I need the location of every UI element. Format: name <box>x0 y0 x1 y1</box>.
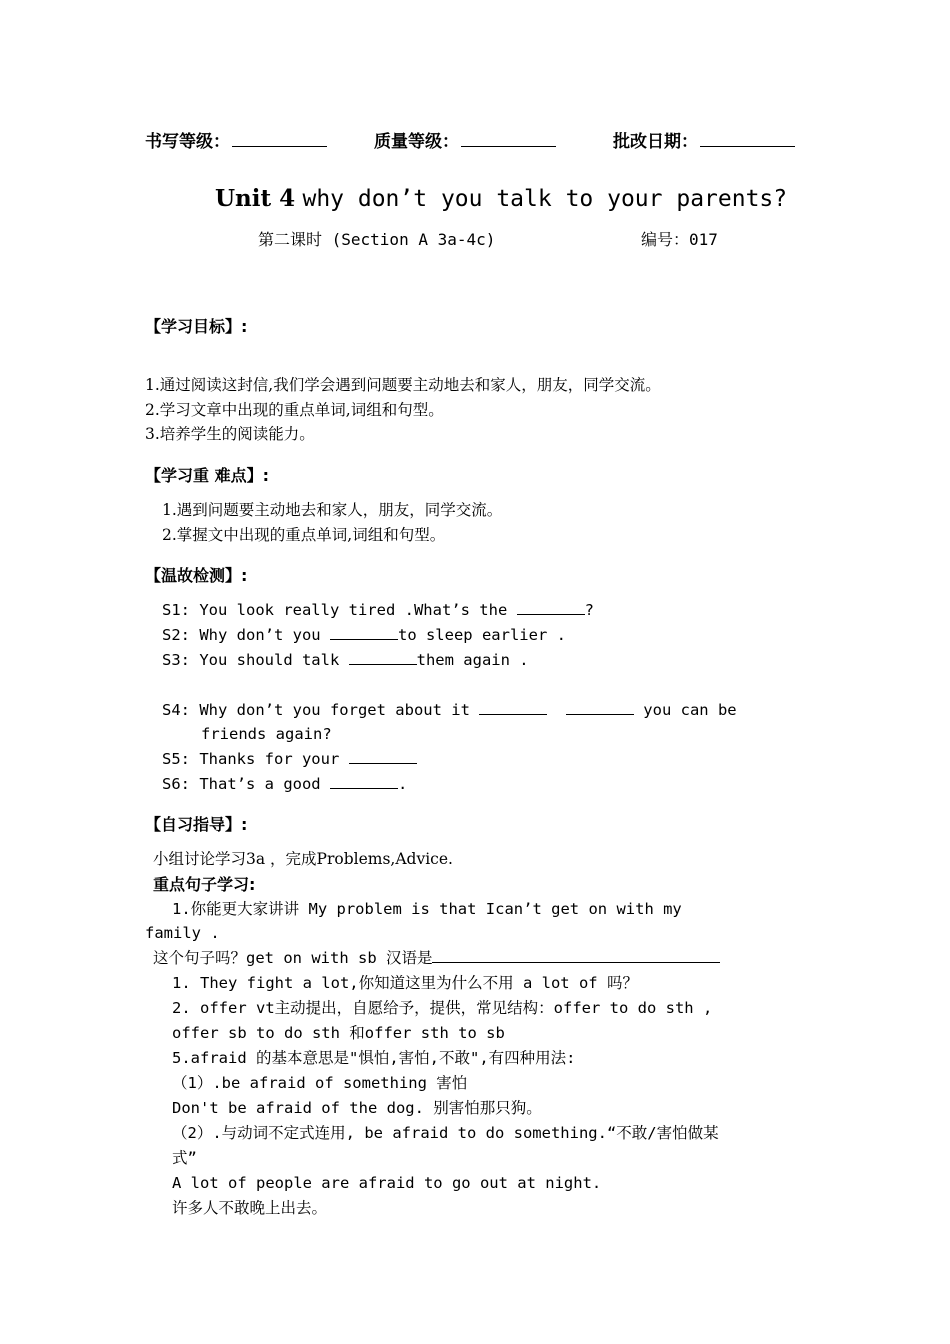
sentence-1-question: 这个句子吗？get on with sb 汉语是 <box>153 946 720 971</box>
quality-grade <box>374 127 556 152</box>
list-item: 2.学习文章中出现的重点单词,词组和句型。 <box>145 400 444 419</box>
review-s3: S3: You should talk them again . <box>162 651 529 669</box>
quality-grade-label: 质量等级： <box>374 132 459 152</box>
page-title <box>215 185 787 212</box>
usage-1-example: Don't be afraid of the dog. 别害怕那只狗。 <box>172 1099 542 1117</box>
correction-date-label: 批改日期： <box>613 132 698 152</box>
list-item: 2.掌握文中出现的重点单词,词组和句型。 <box>162 525 446 544</box>
answer-blank[interactable] <box>349 749 417 764</box>
title-unit: Unit 4 <box>215 185 296 212</box>
goals-heading: 【学习目标】: <box>145 317 248 336</box>
self-study-intro: 小组讨论学习3a ，完成Problems,Advice. <box>153 850 453 868</box>
goals-list <box>145 373 661 447</box>
usage-2-cont: 式” <box>172 1149 197 1167</box>
review-s4-cont: friends again? <box>201 725 332 743</box>
key-points-list <box>162 498 502 547</box>
usage-1: （1）.be afraid of something 害怕 <box>172 1074 468 1092</box>
answer-blank[interactable] <box>330 774 398 789</box>
list-item: 1.通过阅读这封信,我们学会遇到问题要主动地去和家人，朋友，同学交流。 <box>145 376 661 394</box>
answer-blank[interactable] <box>349 650 417 665</box>
sentence-3-cont: offer sb to do sth 和offer sth to sb <box>172 1024 505 1042</box>
review-s4: S4: Why don’t you forget about it you can be <box>162 701 737 719</box>
correction-date-blank[interactable] <box>700 132 795 147</box>
writing-grade-blank[interactable] <box>232 132 327 147</box>
answer-blank[interactable] <box>566 700 634 715</box>
sentence-5: 5.afraid 的基本意思是"惧怕,害怕,不敢",有四种用法: <box>172 1049 576 1067</box>
correction-date <box>613 127 795 152</box>
writing-grade <box>145 127 327 152</box>
key-sentences-heading: 重点句子学习: <box>153 875 256 894</box>
lesson-label: 第二课时 (Section A 3a-4c) <box>258 230 496 249</box>
answer-blank[interactable] <box>330 625 398 640</box>
usage-2: （2）.与动词不定式连用, be afraid to do something.“不敢/害怕做某 <box>172 1124 719 1142</box>
review-s1: S1: You look really tired .What’s the ? <box>162 601 594 619</box>
quality-grade-blank[interactable] <box>461 132 556 147</box>
list-item: 1.遇到问题要主动地去和家人，朋友，同学交流。 <box>162 501 503 519</box>
sentence-2: 1. They fight a lot,你知道这里为什么不用 a lot of 吗？ <box>172 974 638 992</box>
writing-grade-label: 书写等级： <box>145 132 230 152</box>
sentence-3: 2. offer vt主动提出，自愿给予，提供，常见结构：offer to do sth , <box>172 999 713 1017</box>
lesson-number <box>641 227 718 250</box>
answer-blank[interactable] <box>517 600 585 615</box>
key-points-heading: 【学习重 难点】: <box>145 466 269 485</box>
title-text: why don’t you talk to your parents? <box>302 186 788 212</box>
sentence-1-cont: family . <box>145 924 220 942</box>
sentence-1: 1.你能更大家讲讲 My problem is that Ican’t get on with my <box>172 900 682 918</box>
lesson-subtitle <box>258 227 495 250</box>
review-s2: S2: Why don’t you to sleep earlier . <box>162 626 566 644</box>
review-heading: 【温故检测】: <box>145 566 248 585</box>
usage-2-example: A lot of people are afraid to go out at night. <box>172 1174 602 1192</box>
answer-blank[interactable] <box>432 948 720 963</box>
review-s5: S5: Thanks for your <box>162 747 417 772</box>
usage-2-translation: 许多人不敢晚上出去。 <box>172 1199 328 1217</box>
self-study-heading: 【自习指导】: <box>145 815 248 834</box>
list-item: 3.培养学生的阅读能力。 <box>145 425 315 443</box>
review-s6: S6: That’s a good . <box>162 775 408 793</box>
answer-blank[interactable] <box>479 700 547 715</box>
lesson-number-text: 编号：017 <box>641 230 718 249</box>
